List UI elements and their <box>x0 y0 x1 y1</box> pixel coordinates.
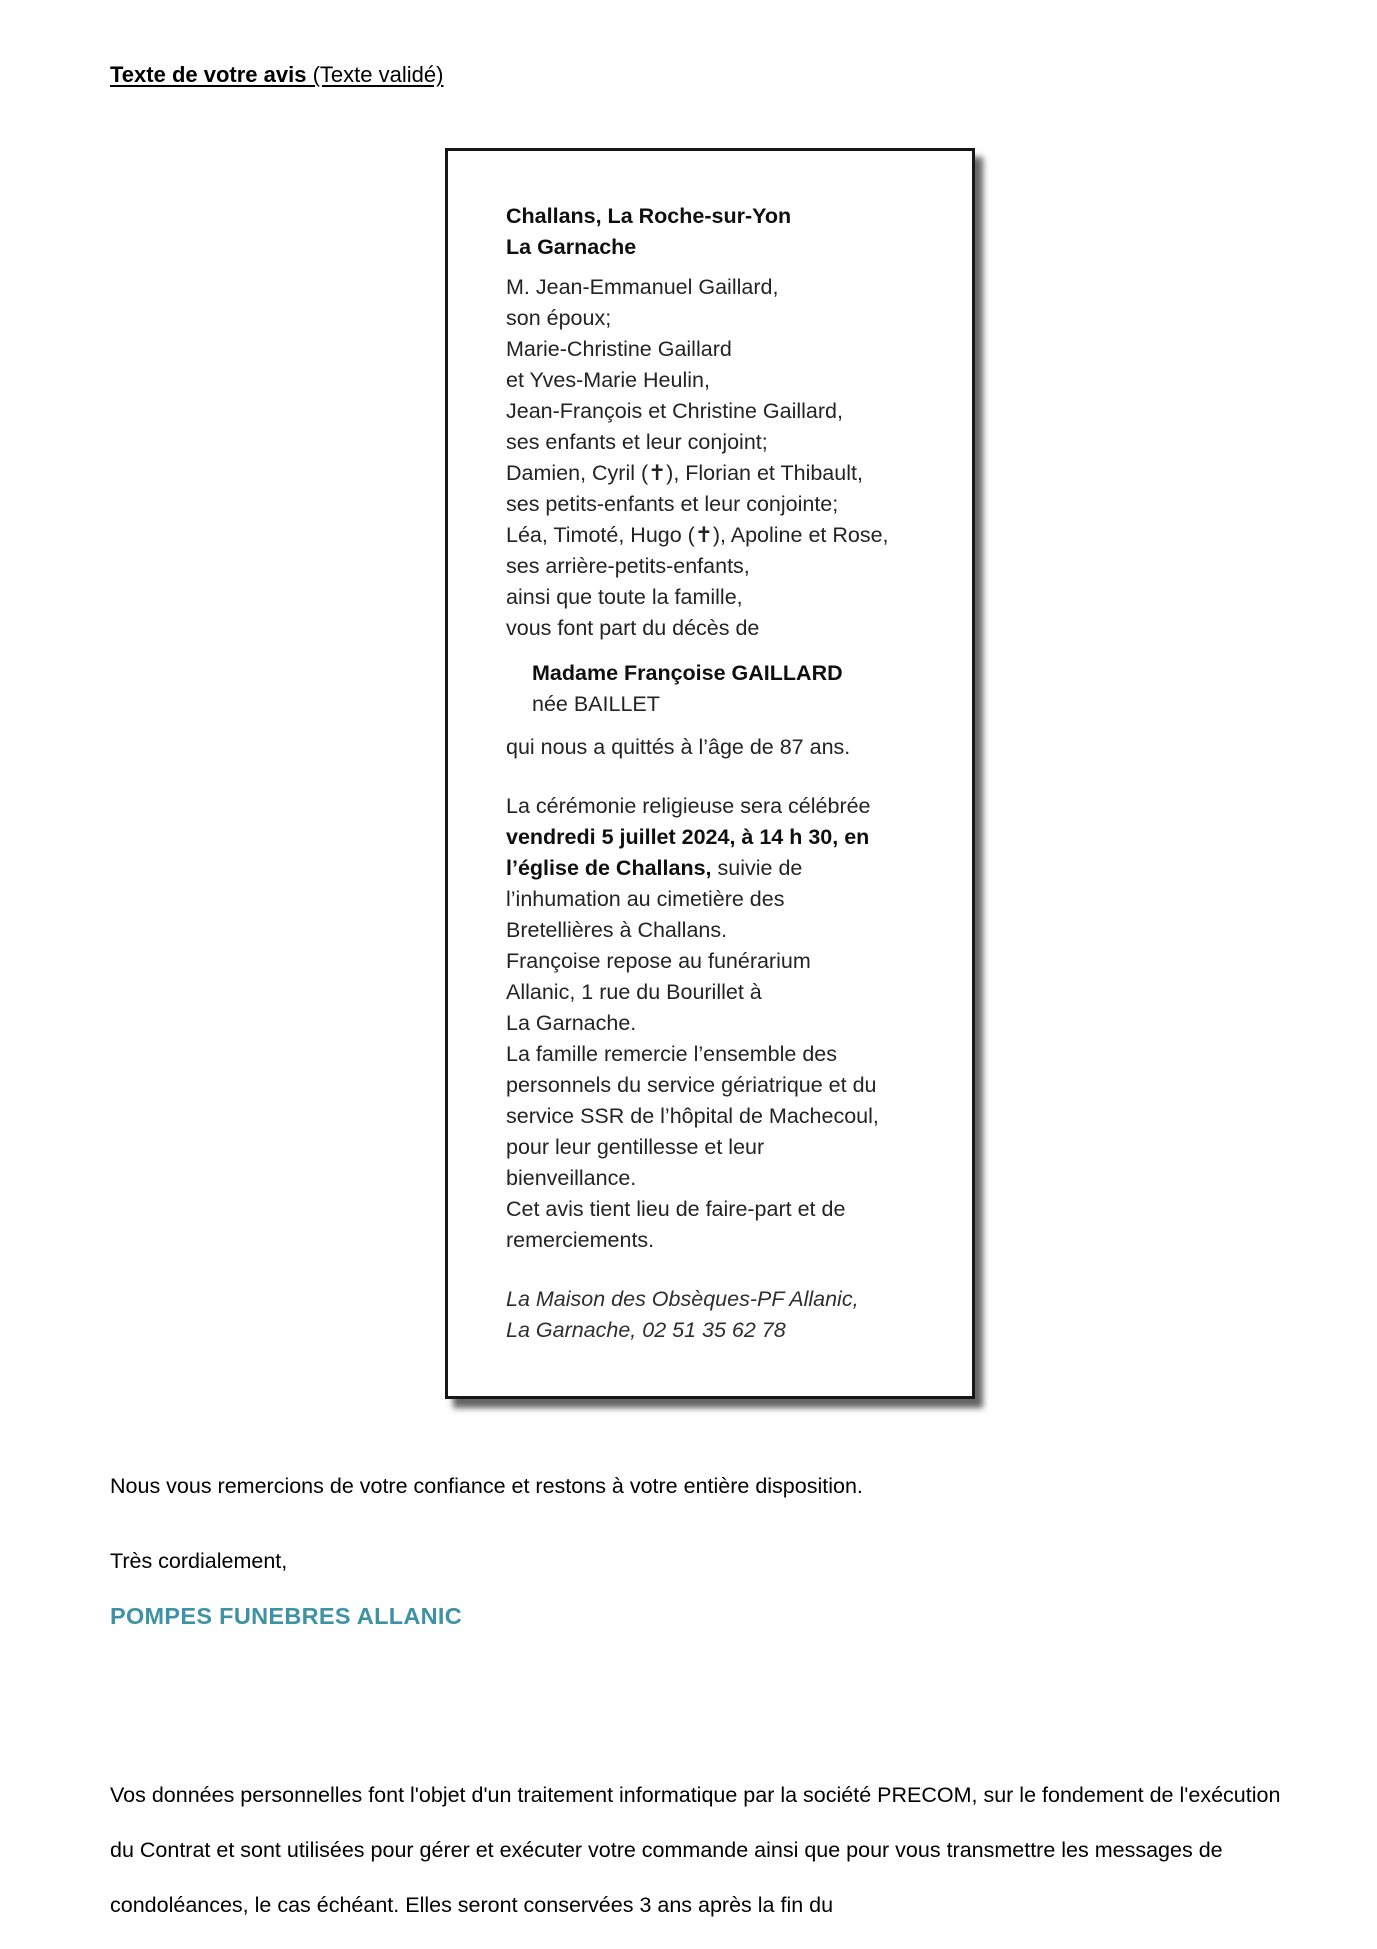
text-line: Jean-François et Christine Gaillard, <box>506 399 843 423</box>
deceased-age-line: qui nous a quittés à l’âge de 87 ans. <box>506 735 851 759</box>
text-line: Challans, La Roche-sur-Yon <box>506 204 792 228</box>
text-line: ses enfants et leur conjoint; <box>506 430 768 454</box>
text-segment: l’église de Challans, <box>506 856 712 880</box>
regards-text: Très cordialement, <box>110 1549 288 1573</box>
text-line: Damien, Cyril (✝), Florian et Thibault, <box>506 461 863 485</box>
ceremony-details <box>506 791 930 1256</box>
text-line: ses petits-enfants et leur conjointe; <box>506 492 839 516</box>
text-line: ainsi que toute la famille, <box>506 585 743 609</box>
text-line: service SSR de l’hôpital de Machecoul, <box>506 1104 879 1128</box>
page-title <box>110 62 443 88</box>
text-line: La famille remercie l’ensemble des <box>506 1042 838 1066</box>
text-segment: suivie de <box>711 856 803 880</box>
text-line: La Maison des Obsèques-PF Allanic, <box>506 1287 859 1311</box>
page-title-strong: Texte de votre avis <box>110 62 307 87</box>
deceased-name: Madame Françoise GAILLARD <box>532 661 843 685</box>
text-line: Marie-Christine Gaillard <box>506 337 732 361</box>
text-line: M. Jean-Emmanuel Gaillard, <box>506 275 779 299</box>
text-line: et Yves-Marie Heulin, <box>506 368 710 392</box>
text-line: bienveillance. <box>506 1166 637 1190</box>
text-line: Allanic, 1 rue du Bourillet à <box>506 980 762 1004</box>
text-line: La Garnache <box>506 235 637 259</box>
text-line <box>506 853 930 884</box>
text-line: vendredi 5 juillet 2024, à 14 h 30, en <box>506 825 870 849</box>
text-line: remerciements. <box>506 1228 655 1252</box>
funeral-home-signature <box>506 1284 930 1346</box>
obituary-card <box>445 148 975 1399</box>
text-line: pour leur gentillesse et leur <box>506 1135 765 1159</box>
text-line: vous font part du décès de <box>506 616 760 640</box>
text-line: Françoise repose au funérarium <box>506 949 811 973</box>
text-line: son époux; <box>506 306 612 330</box>
text-line: La Garnache. <box>506 1011 637 1035</box>
obituary-family-list <box>506 272 930 644</box>
text-line: Bretellières à Challans. <box>506 918 728 942</box>
thanks-text: Nous vous remercions de votre confiance et restons à votre entière disposition. <box>110 1474 863 1498</box>
text-line: Léa, Timoté, Hugo (✝), Apoline et Rose, <box>506 523 889 547</box>
text-line: personnels du service gériatrique et du <box>506 1073 877 1097</box>
text-line: l’inhumation au cimetière des <box>506 887 785 911</box>
page-title-status: (Texte validé) <box>306 62 444 87</box>
obituary-locations <box>506 201 930 263</box>
deceased-name-block <box>532 658 930 720</box>
text-line: La Garnache, 02 51 35 62 78 <box>506 1318 786 1342</box>
text-line: La cérémonie religieuse sera célébrée <box>506 794 871 818</box>
deceased-maiden-name: née BAILLET <box>532 692 660 716</box>
company-name: POMPES FUNEBRES ALLANIC <box>110 1603 463 1629</box>
text-line: Cet avis tient lieu de faire-part et de <box>506 1197 846 1221</box>
text-line: ses arrière-petits-enfants, <box>506 554 750 578</box>
privacy-notice: Vos données personnelles font l'objet d'un traitement informatique par la société PRECOM, sur le fondement de l'exécution du Contrat et sont utilisées pour gérer et exécuter votre commande ainsi que pour vous transmettre les messages de condoléances, le cas échéant. Elles seront conservées 3 ans après la fin du <box>110 1783 1281 1917</box>
